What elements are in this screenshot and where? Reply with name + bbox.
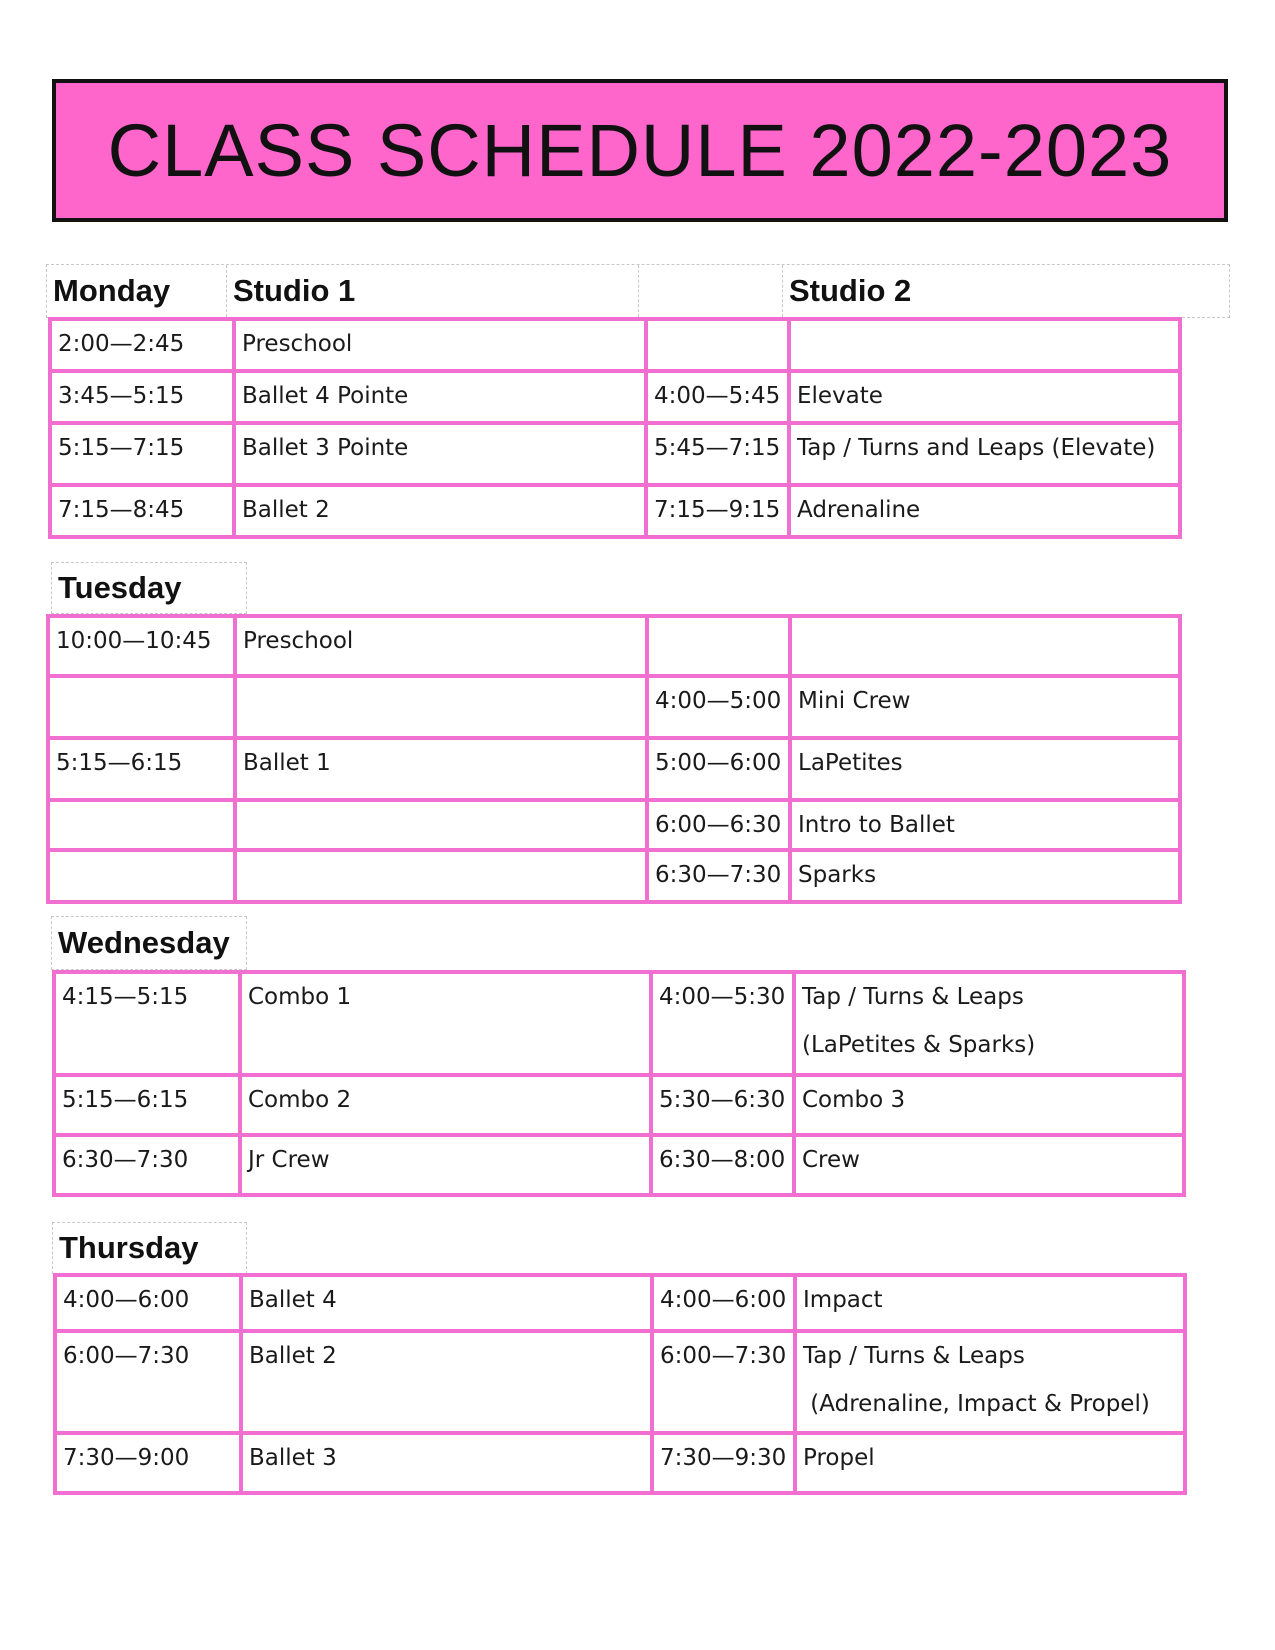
studio2-time: 6:30—8:00 [651, 1135, 794, 1195]
studio2-label: Studio 2 [789, 273, 912, 308]
thursday-header [52, 1222, 247, 1274]
studio1-class: Ballet 1 [235, 738, 647, 800]
studio2-class: Tap / Turns and Leaps (Elevate) [789, 423, 1180, 485]
studio1-time [48, 850, 235, 902]
monday-table [48, 317, 1182, 539]
studio2-class [789, 319, 1180, 371]
schedule-title-banner [52, 79, 1228, 222]
schedule-title: CLASS SCHEDULE 2022-2023 [107, 109, 1173, 192]
studio2-class [790, 616, 1180, 676]
studio1-class: Ballet 4 [241, 1275, 652, 1331]
studio1-time: 5:15—7:15 [50, 423, 234, 485]
studio1-class: Combo 1 [240, 972, 651, 1075]
studio1-time: 4:15—5:15 [54, 972, 240, 1075]
table-row [48, 738, 1180, 800]
table-row [50, 485, 1180, 537]
table-row [48, 676, 1180, 738]
studio2-time: 6:30—7:30 [647, 850, 790, 902]
studio2-time: 5:30—6:30 [651, 1075, 794, 1135]
studio1-label: Studio 1 [227, 265, 639, 317]
studio1-time: 5:15—6:15 [54, 1075, 240, 1135]
studio2-class: Elevate [789, 371, 1180, 423]
thursday-table [53, 1273, 1187, 1495]
table-row [55, 1433, 1185, 1493]
studio1-class [235, 676, 647, 738]
studio2-class: LaPetites [790, 738, 1180, 800]
day-label-thursday: Thursday [59, 1230, 199, 1265]
studio1-class [235, 800, 647, 850]
studio1-class: Ballet 2 [234, 485, 646, 537]
studio2-class: Intro to Ballet [790, 800, 1180, 850]
studio1-class: Combo 2 [240, 1075, 651, 1135]
table-row [55, 1331, 1185, 1433]
studio2-time: 5:00—6:00 [647, 738, 790, 800]
studio1-time: 7:30—9:00 [55, 1433, 241, 1493]
studio1-time: 6:00—7:30 [55, 1331, 241, 1433]
studio2-class: Impact [795, 1275, 1185, 1331]
studio2-class: Propel [795, 1433, 1185, 1493]
studio2-time: 6:00—7:30 [652, 1331, 795, 1433]
studio2-time: 5:45—7:15 [646, 423, 789, 485]
studio2-class: Adrenaline [789, 485, 1180, 537]
day-label-wednesday: Wednesday [58, 925, 230, 960]
tuesday-header [51, 562, 247, 614]
studio1-class: Ballet 4 Pointe [234, 371, 646, 423]
studio2-time [647, 616, 790, 676]
monday-header [46, 264, 1230, 318]
studio1-time: 4:00—6:00 [55, 1275, 241, 1331]
studio2-time: 6:00—6:30 [647, 800, 790, 850]
wednesday-table [52, 970, 1186, 1197]
studio2-time: 4:00—5:45 [646, 371, 789, 423]
studio2-time: 4:00—5:00 [647, 676, 790, 738]
studio2-time: 4:00—6:00 [652, 1275, 795, 1331]
table-row [48, 616, 1180, 676]
studio2-time: 7:15—9:15 [646, 485, 789, 537]
day-label-tuesday: Tuesday [58, 570, 182, 605]
table-row [55, 1275, 1185, 1331]
studio1-class: Ballet 2 [241, 1331, 652, 1433]
studio1-time: 2:00—2:45 [50, 319, 234, 371]
studio1-time: 6:30—7:30 [54, 1135, 240, 1195]
studio-header-spacer [639, 265, 783, 317]
studio1-time [48, 676, 235, 738]
studio2-class: Combo 3 [794, 1075, 1184, 1135]
table-row [48, 850, 1180, 902]
studio1-class: Ballet 3 [241, 1433, 652, 1493]
studio2-class: Tap / Turns & Leaps (Adrenaline, Impact & Propel) [795, 1331, 1185, 1433]
studio1-class: Jr Crew [240, 1135, 651, 1195]
studio1-class: Preschool [234, 319, 646, 371]
studio2-class: Sparks [790, 850, 1180, 902]
studio2-class: Tap / Turns & Leaps (LaPetites & Sparks) [794, 972, 1184, 1075]
wednesday-header [51, 916, 247, 970]
studio1-class: Preschool [235, 616, 647, 676]
studio2-time [646, 319, 789, 371]
studio1-time: 7:15—8:45 [50, 485, 234, 537]
studio1-time: 3:45—5:15 [50, 371, 234, 423]
studio2-class: Mini Crew [790, 676, 1180, 738]
table-row [48, 800, 1180, 850]
table-row [54, 1135, 1184, 1195]
table-row [54, 972, 1184, 1075]
tuesday-table [46, 614, 1182, 904]
studio1-class [235, 850, 647, 902]
studio1-time: 10:00—10:45 [48, 616, 235, 676]
studio1-time [48, 800, 235, 850]
table-row [50, 319, 1180, 371]
table-row [50, 423, 1180, 485]
studio2-time: 7:30—9:30 [652, 1433, 795, 1493]
studio2-class: Crew [794, 1135, 1184, 1195]
studio1-class: Ballet 3 Pointe [234, 423, 646, 485]
studio2-time: 4:00—5:30 [651, 972, 794, 1075]
table-row [54, 1075, 1184, 1135]
studio1-time: 5:15—6:15 [48, 738, 235, 800]
day-label-monday: Monday [47, 265, 227, 317]
table-row [50, 371, 1180, 423]
